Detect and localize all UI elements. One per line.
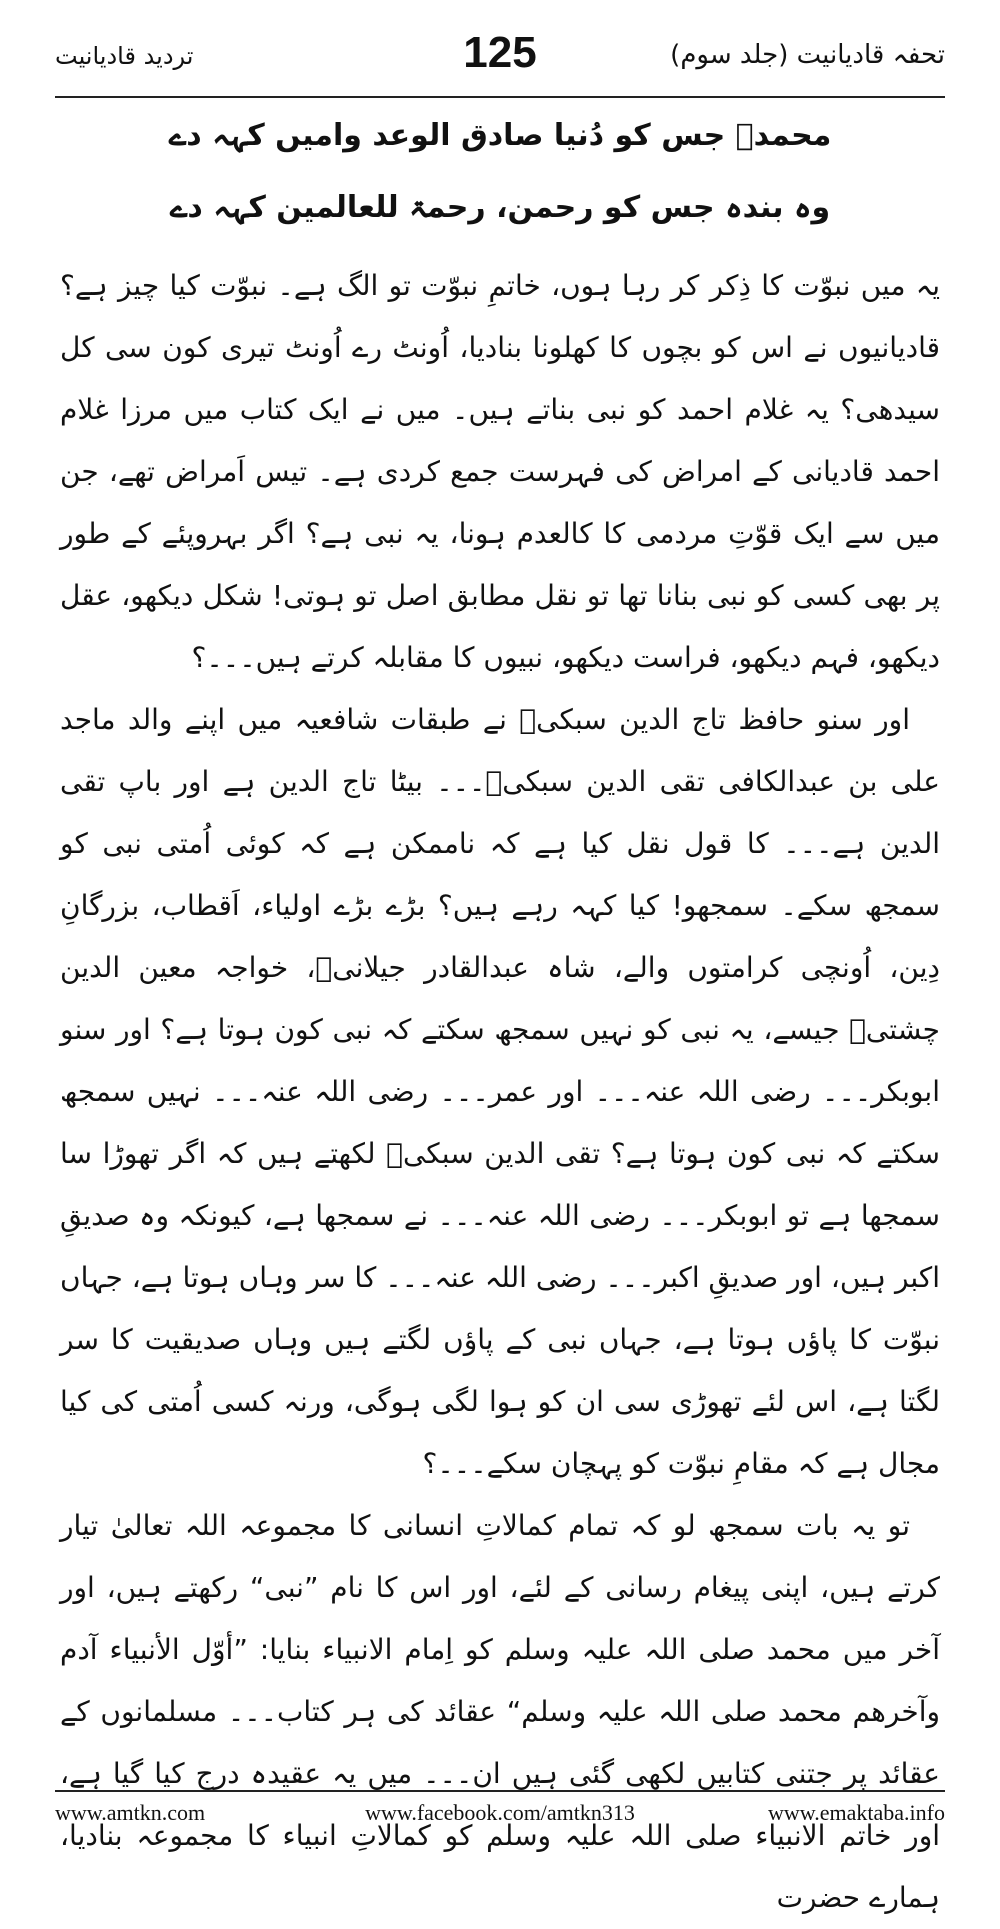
footer-link-facebook[interactable]: www.facebook.com/amtkn313 — [365, 1800, 635, 1825]
verse-line-2: وہ بندہ جس کو رحمن، رحمۃ للعالمین کہہ دے — [169, 190, 831, 225]
page-footer — [55, 1800, 945, 1830]
paragraph-3: تو یہ بات سمجھ لو کہ تمام کمالاتِ انسانی کا مجموعہ اللہ تعالیٰ تیار کرتے ہیں، اپنی پیغام رسانی کے لئے، اور اس کا نام ”نبی“ رکھتے ہیں، اور آخر میں محمد صلی اللہ علیہ وسلم کو اِمام الانبیاء بنایا: ”أوّل الأنبیاء آدم وآخرھم محمد صلی اللہ علیہ وسلم“ عقائد کی ہر کتاب۔۔۔ مسلمانوں کے عقائد پر جتنی کتابیں لکھی گئی ہیں ان۔۔۔ میں یہ عقیدہ درج کیا گیا ہے، اور خاتم الانبیاء صلی اللہ علیہ وسلم کو کمالاتِ انبیاء کا مجموعہ بنادیا، ہمارے حضرت — [60, 1509, 940, 1914]
paragraph-1: یہ میں نبوّت کا ذِکر کر رہا ہوں، خاتمِ نبوّت تو الگ ہے۔ نبوّت کیا چیز ہے؟ قادیانیوں نے اس کو بچوں کا کھلونا بنادیا، اُونٹ رے اُونٹ تیری کون سی کل سیدھی؟ یہ غلام احمد کو نبی بناتے ہیں۔ میں نے ایک کتاب میں مرزا غلام احمد قادیانی کے امراض کی فہرست جمع کردی ہے۔ تیس اَمراض تھے، جن میں سے ایک قوّتِ مردمی کا کالعدم ہونا، یہ نبی ہے؟ اگر بہروپئے کے طور پر بھی کسی کو نبی بنانا تھا تو نقل مطابق اصل تو ہوتی! شکل دیکھو، عقل دیکھو، فہم دیکھو، فراست دیکھو، نبیوں کا مقابلہ کرتے ہیں۔۔۔؟ — [60, 269, 940, 674]
footer-divider — [55, 1790, 945, 1792]
paragraph-2: اور سنو حافظ تاج الدین سبکیؒ نے طبقات شافعیہ میں اپنے والد ماجد علی بن عبدالکافی تقی الدین سبکیؒ۔۔۔ بیٹا تاج الدین ہے اور باپ تقی الدین ہے۔۔۔ کا قول نقل کیا ہے کہ ناممکن ہے کہ کوئی اُمتی نبی کو سمجھ سکے۔ سمجھو! کیا کہہ رہے ہیں؟ بڑے بڑے اولیاء، اَقطاب، بزرگانِ دِین، اُونچی کرامتوں والے، شاہ عبدالقادر جیلانیؒ، خواجہ معین الدین چشتیؒ جیسے، یہ نبی کو نہیں سمجھ سکتے کہ نبی کون ہوتا ہے؟ اور سنو ابوبکر۔۔۔ رضی اللہ عنہ۔۔۔ اور عمر۔۔۔ رضی اللہ عنہ۔۔۔ نہیں سمجھ سکتے کہ نبی کون ہوتا ہے؟ تقی الدین سبکیؒ لکھتے ہیں کہ اگر تھوڑا سا سمجھا ہے تو ابوبکر۔۔۔ رضی اللہ عنہ۔۔۔ نے سمجھا ہے، کیونکہ وہ صدیقِ اکبر ہیں، اور صدیقِ اکبر۔۔۔ رضی اللہ عنہ۔۔۔ کا سر وہاں ہوتا ہے، جہاں نبوّت کا پاؤں ہوتا ہے، جہاں نبی کے پاؤں لگتے ہیں وہاں صدیقیت کا سر لگتا ہے، اس لئے تھوڑی سی ان کو ہوا لگی ہوگی، ورنہ کسی اُمتی کی کیا مجال ہے کہ مقامِ نبوّت کو پہچان سکے۔۔۔؟ — [60, 703, 940, 1480]
footer-link-amtkn[interactable]: www.amtkn.com — [55, 1800, 206, 1825]
footer-link-emaktaba[interactable]: www.emaktaba.info — [768, 1800, 945, 1825]
page-number: 125 — [463, 28, 537, 77]
header-divider — [55, 96, 945, 98]
section-title: تردید قادیانیت — [55, 42, 194, 70]
page-header — [55, 28, 945, 88]
verse-line-1: محمدؐ جس کو دُنیا صادق الوعد وامیں کہہ دے — [168, 118, 832, 153]
body-text — [60, 255, 940, 1929]
book-title: تحفہ قادیانیت (جلد سوم) — [670, 40, 945, 70]
